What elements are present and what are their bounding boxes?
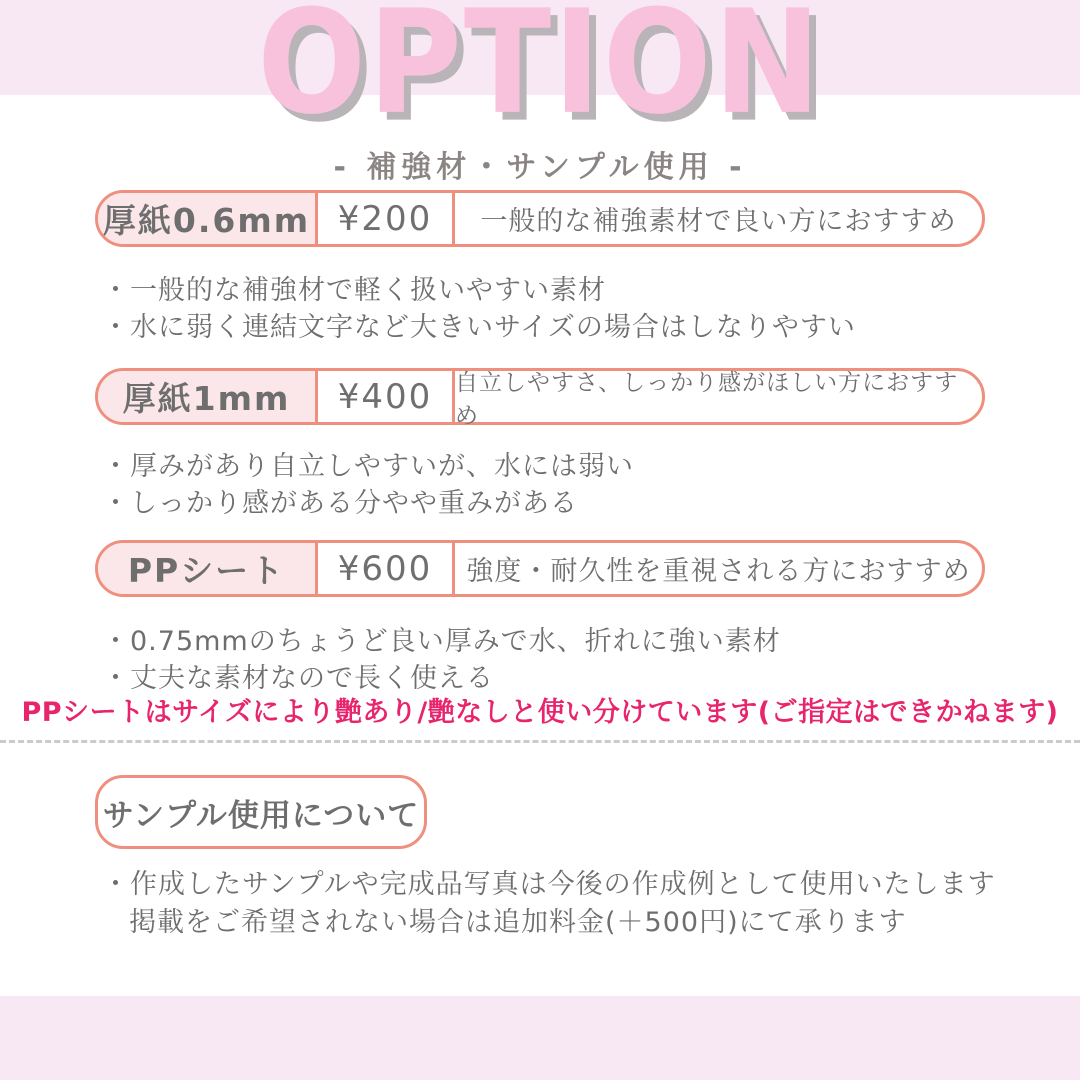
- note-line: ・ 作成したサンプルや完成品写真は今後の作成例として使用いたします: [102, 866, 1022, 904]
- pp-sheet-gloss-note: PPシートはサイズにより艶あり/艶なしと使い分けています(ご指定はできかねます): [21, 697, 1059, 728]
- option-price: ¥600: [318, 543, 455, 594]
- page-subtitle: - 補強材・サンプル使用 -: [333, 150, 747, 185]
- option-notes-atsugami-1mm: [102, 448, 1002, 522]
- option-name: PPシート: [98, 543, 318, 594]
- option-name: 厚紙0.6mm: [98, 193, 318, 244]
- option-row-atsugami-1mm: [95, 368, 985, 429]
- option-notes-pp-sheet: [102, 623, 1002, 697]
- note-line: ・ 水に弱く連結文字など大きいサイズの場合はしなりやすい: [102, 309, 1002, 346]
- option-price: ¥200: [318, 193, 455, 244]
- option-recommendation: 強度・耐久性を重視される方におすすめ: [466, 556, 971, 587]
- option-recommendation: 自立しやすさ、しっかり感がほしい方におすすめ: [455, 369, 959, 429]
- note-line: ・ しっかり感がある分やや重みがある: [102, 485, 1002, 522]
- option-price: ¥400: [318, 371, 455, 422]
- option-name: 厚紙1mm: [98, 371, 318, 422]
- option-recommendation: 一般的な補強素材で良い方におすすめ: [480, 206, 957, 237]
- sample-usage-heading-box: [95, 775, 427, 849]
- sample-usage-heading: サンプル使用について: [102, 797, 420, 834]
- note-line-continuation: 掲載をご希望されない場合は追加料金(＋500円)にて承ります: [129, 907, 907, 938]
- option-row-atsugami-06mm: [95, 190, 985, 247]
- bottom-pink-band: [0, 996, 1080, 1080]
- page-title: OPTION: [257, 0, 823, 147]
- sample-usage-notes: [102, 866, 1022, 942]
- note-line: ・ 丈夫な素材なので長く使える: [102, 660, 1002, 697]
- note-line: ・ 0.75mmのちょうど良い厚みで水、折れに強い素材: [102, 623, 1002, 660]
- note-line: ・ 厚みがあり自立しやすいが、水には弱い: [102, 448, 1002, 485]
- dashed-divider: [0, 740, 1080, 743]
- option-row-pp-sheet: [95, 540, 985, 597]
- note-line: ・ 一般的な補強材で軽く扱いやすい素材: [102, 272, 1002, 309]
- option-notes-atsugami-06mm: [102, 272, 1002, 346]
